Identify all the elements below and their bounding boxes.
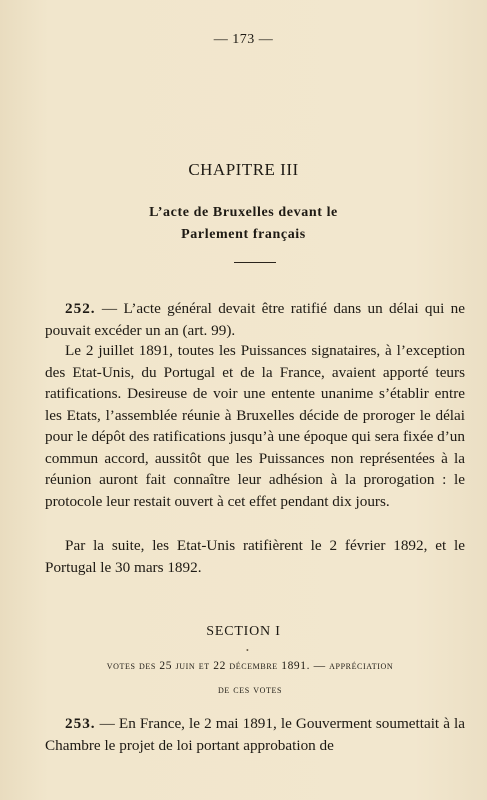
- section-subtitle: [40, 654, 460, 702]
- paragraph-ratifications: [45, 340, 465, 512]
- chapter-title-line-1: L’acte de Bruxelles devant le: [149, 205, 338, 220]
- paragraph-text: Le 2 juillet 1891, toutes les Puissances signataires, à l’exception des Etat-Unis, du Portugal et de la France, avaient apporté teurs ratifications. Desireuse de voir une entente unanime s’établir entre les Etats, l’assemblée réunie à Bruxelles décide de proroger le délai pour le dépôt des ratifications jusqu’à une époque qui sera fixée d’un commun accord, aussitôt que les Puissances non représentées à la réunion auront fait connaître leur adhésion à la prorogation : le protocole leur restait ouvert à cet effet pendant dix jours.: [45, 342, 465, 510]
- page-number: — 173 —: [213, 32, 274, 47]
- section-divider: [234, 262, 276, 263]
- chapter-label: CHAPITRE III: [188, 160, 299, 179]
- paragraph-text: — L’acte général devait être ratifié dans un délai qui ne pouvait excéder un an (art. 99).: [45, 300, 465, 339]
- paragraph-later-ratifications: [45, 535, 465, 578]
- paragraph-text: Par la suite, les Etat-Unis ratifièrent le 2 février 1892, et le Portugal le 30 mars 1892.: [45, 537, 465, 576]
- paragraph-253: [45, 713, 465, 756]
- paragraph-252: [45, 298, 465, 341]
- section-heading: SECTION I: [206, 624, 281, 639]
- chapter-title-line-2: Parlement français: [181, 227, 306, 242]
- paragraph-number: 252.: [65, 300, 96, 317]
- ink-speck: •: [246, 646, 249, 655]
- paragraph-text: — En France, le 2 mai 1891, le Gouverment soumettait à la Chambre le projet de loi portant approbation de: [45, 715, 465, 754]
- section-subtitle-line-2: de ces votes: [217, 684, 283, 696]
- chapter-title: [0, 202, 487, 246]
- section-subtitle-line-1: votes des 25 juin et 22 décembre 1891. — appréciation: [106, 660, 394, 672]
- paragraph-number: 253.: [65, 715, 96, 732]
